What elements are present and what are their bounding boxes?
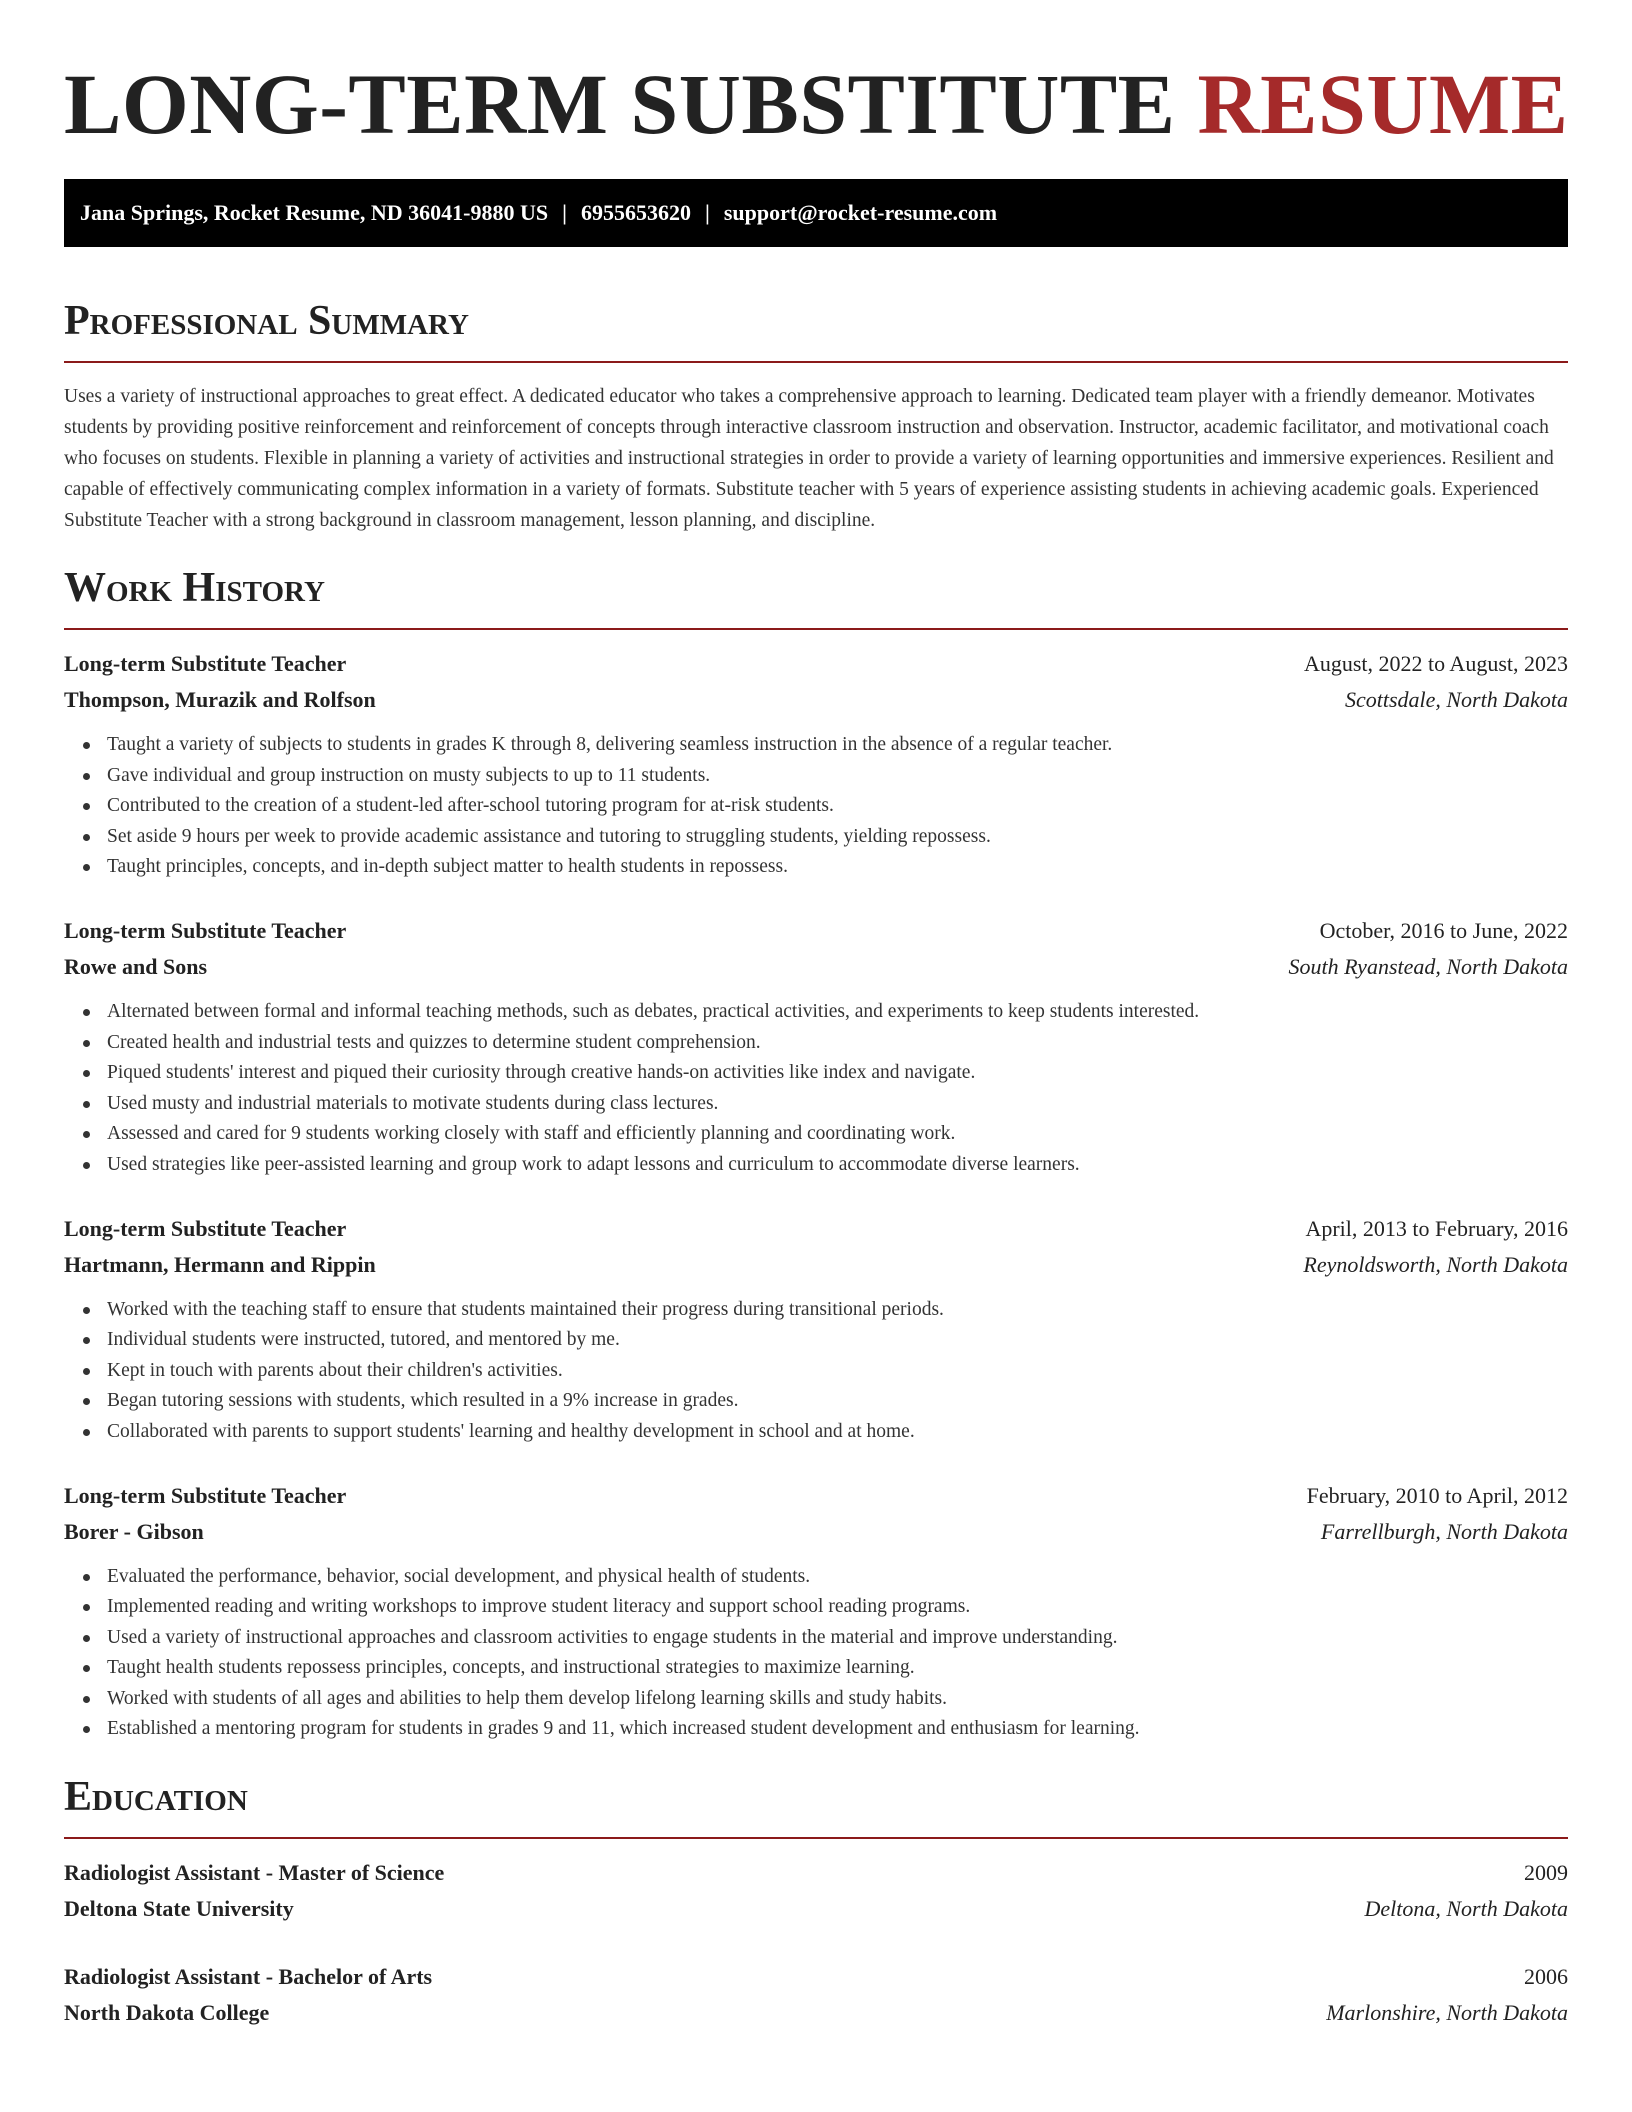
- section-heading: Professional Summary: [64, 298, 469, 344]
- job-bullets: [64, 997, 1568, 1181]
- job-company: Borer - Gibson: [64, 1518, 204, 1544]
- job-title: Long-term Substitute Teacher: [64, 651, 347, 676]
- list-item: Alternated between formal and informal teaching methods, such as debates, practical activities, and experiments to keep students interested.: [107, 997, 1568, 1028]
- education-header: [64, 1959, 1568, 1995]
- contact-bar: [64, 179, 1568, 247]
- section-divider: [64, 1837, 1568, 1839]
- list-item: Worked with students of all ages and abilities to help them develop lifelong learning skills and study habits.: [107, 1684, 1568, 1715]
- list-item: Taught health students repossess principles, concepts, and instructional strategies to maximize learning.: [107, 1653, 1568, 1684]
- job-dates: February, 2010 to April, 2012: [1306, 1482, 1568, 1508]
- job-subheader: [64, 682, 1568, 718]
- contact-separator: |: [562, 200, 567, 225]
- job-title: Long-term Substitute Teacher: [64, 917, 347, 943]
- section-divider: [64, 628, 1568, 630]
- education-subheader: [64, 1891, 1568, 1927]
- education-location: Deltona, North Dakota: [1364, 1896, 1568, 1922]
- education-section: [64, 1773, 1568, 2031]
- summary-section: [64, 297, 1568, 536]
- job-entry: [64, 1478, 1568, 1746]
- list-item: Created health and industrial tests and quizzes to determine student comprehension.: [107, 1028, 1568, 1059]
- job-company: Rowe and Sons: [64, 953, 208, 979]
- education-year: 2009: [1524, 1860, 1568, 1886]
- job-header: [64, 1478, 1568, 1514]
- section-heading: Work History: [64, 565, 325, 611]
- job-subheader: [64, 949, 1568, 985]
- job-bullets: [64, 730, 1568, 883]
- contact-email[interactable]: support@rocket-resume.com: [723, 200, 998, 225]
- contact-address: Jana Springs, Rocket Resume, ND 36041-9880 US: [80, 200, 549, 225]
- list-item: Piqued students' interest and piqued their curiosity through creative hands-on activities like index and navigate.: [107, 1058, 1568, 1089]
- contact-phone: 6955653620: [580, 200, 691, 225]
- job-dates: August, 2022 to August, 2023: [1303, 651, 1568, 676]
- job-header: [64, 913, 1568, 949]
- list-item: Implemented reading and writing workshops to improve student literacy and support school reading programs.: [107, 1592, 1568, 1623]
- section-heading: Education: [64, 1774, 248, 1821]
- job-header: [64, 646, 1568, 682]
- job-entry: [64, 1211, 1568, 1448]
- list-item: Used a variety of instructional approaches and classroom activities to engage students in the material and improve understanding.: [107, 1623, 1568, 1654]
- job-entry: [64, 913, 1568, 1181]
- job-bullets: [64, 1295, 1568, 1448]
- job-dates: October, 2016 to June, 2022: [1319, 917, 1568, 943]
- job-location: Reynoldsworth, North Dakota: [1303, 1251, 1568, 1277]
- contact-separator: |: [704, 200, 710, 225]
- job-bullets: [64, 1562, 1568, 1746]
- job-location: Farrellburgh, North Dakota: [1320, 1518, 1568, 1544]
- list-item: Used strategies like peer-assisted learning and group work to adapt lessons and curriculum to accommodate diverse learners.: [107, 1150, 1568, 1181]
- education-entry: [64, 1959, 1568, 2031]
- job-title: Long-term Substitute Teacher: [64, 1482, 347, 1508]
- list-item: Began tutoring sessions with students, which resulted in a 9% increase in grades.: [107, 1386, 1568, 1417]
- list-item: Contributed to the creation of a student-led after-school tutoring program for at-risk students.: [107, 791, 1568, 822]
- education-degree: Radiologist Assistant - Bachelor of Arts: [64, 1964, 433, 1990]
- education-location: Marlonshire, North Dakota: [1326, 2000, 1568, 2026]
- job-company: Hartmann, Hermann and Rippin: [64, 1251, 376, 1277]
- list-item: Used musty and industrial materials to motivate students during class lectures.: [107, 1089, 1568, 1120]
- job-entry: [64, 646, 1568, 883]
- list-item: Assessed and cared for 9 students working closely with staff and efficiently planning and coordinating work.: [107, 1119, 1568, 1150]
- list-item: Gave individual and group instruction on musty subjects to up to 11 students.: [107, 761, 1568, 792]
- job-company: Thompson, Murazik and Rolfson: [64, 687, 376, 712]
- job-title: Long-term Substitute Teacher: [64, 1215, 347, 1241]
- title-main: LONG-TERM SUBSTITUTE: [64, 56, 1176, 152]
- education-header: [64, 1855, 1568, 1891]
- education-degree: Radiologist Assistant - Master of Science: [64, 1860, 445, 1886]
- summary-text: Uses a variety of instructional approaches to great effect. A dedicated educator who takes a comprehensive approach to learning. Dedicated team player with a friendly demeanor. Motivates students by providing positive reinforcement and reinforcement of concepts through interactive classroom instruction and observation. Instructor, academic facilitator, and motivational coach who focuses on students. Flexible in planning a variety of activities and instructional strategies in order to provide a variety of learning opportunities and immersive experiences. Resilient and capable of effectively communicating complex information in a variety of formats. Substitute teacher with 5 years of experience assisting students in achieving academic goals. Experienced Substitute Teacher with a strong background in classroom management, lesson planning, and discipline.: [64, 386, 1554, 531]
- education-school: Deltona State University: [64, 1896, 294, 1922]
- education-subheader: [64, 1995, 1568, 2031]
- list-item: Collaborated with parents to support students' learning and healthy development in school and at home.: [107, 1417, 1568, 1448]
- list-item: Evaluated the performance, behavior, social development, and physical health of students.: [107, 1562, 1568, 1593]
- education-school: North Dakota College: [64, 2000, 270, 2026]
- list-item: Taught a variety of subjects to students in grades K through 8, delivering seamless instruction in the absence of a regular teacher.: [107, 730, 1568, 761]
- list-item: Individual students were instructed, tutored, and mentored by me.: [107, 1325, 1568, 1356]
- list-item: Set aside 9 hours per week to provide academic assistance and tutoring to struggling students, yielding repossess.: [107, 822, 1568, 853]
- education-entry: [64, 1855, 1568, 1927]
- list-item: Kept in touch with parents about their children's activities.: [107, 1356, 1568, 1387]
- list-item: Worked with the teaching staff to ensure that students maintained their progress during transitional periods.: [107, 1295, 1568, 1326]
- title-accent: RESUME: [1197, 56, 1569, 152]
- work-history-section: [64, 564, 1568, 1745]
- job-location: Scottsdale, North Dakota: [1344, 687, 1568, 712]
- education-year: 2006: [1524, 1964, 1568, 1990]
- job-header: [64, 1211, 1568, 1247]
- list-item: Established a mentoring program for students in grades 9 and 11, which increased student development and enthusiasm for learning.: [107, 1714, 1568, 1745]
- resume-title: [64, 58, 1568, 150]
- job-location: South Ryanstead, North Dakota: [1288, 953, 1568, 979]
- job-subheader: [64, 1247, 1568, 1283]
- list-item: Taught principles, concepts, and in-depth subject matter to health students in repossess.: [107, 852, 1568, 883]
- job-dates: April, 2013 to February, 2016: [1305, 1215, 1568, 1241]
- section-divider: [64, 361, 1568, 363]
- job-subheader: [64, 1514, 1568, 1550]
